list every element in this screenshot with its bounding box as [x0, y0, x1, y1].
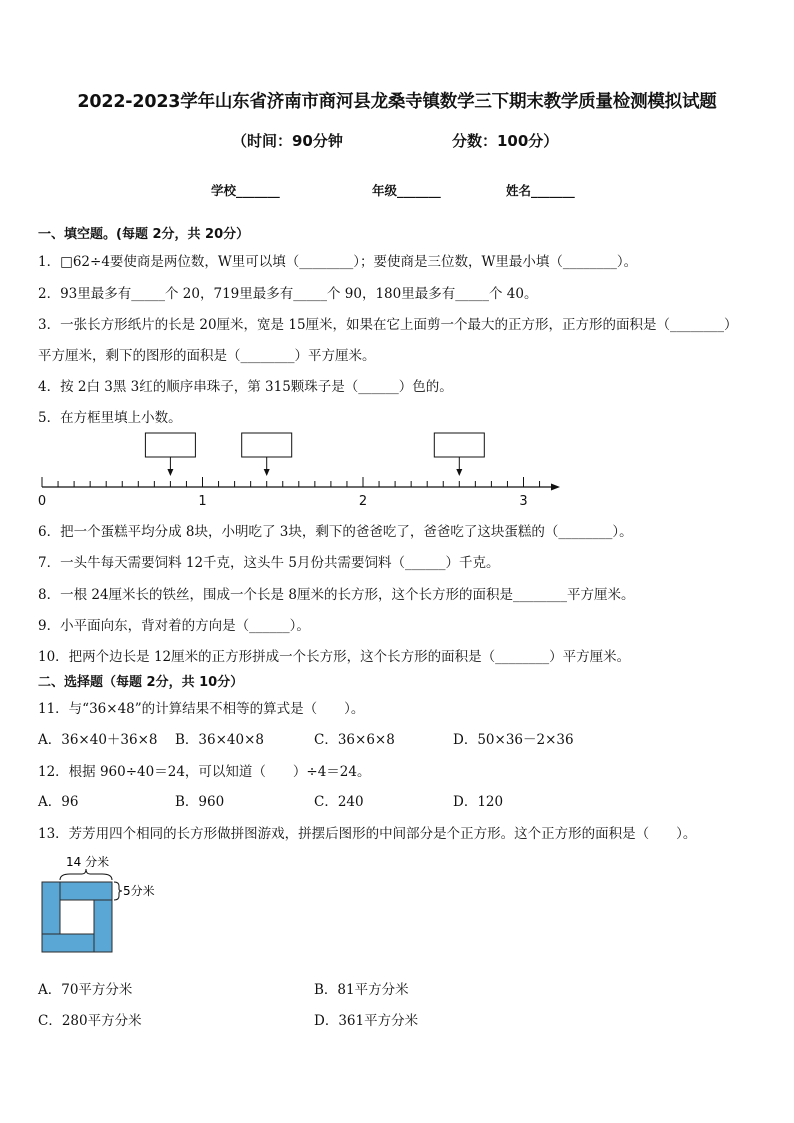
question-12: 12．根据 960÷40＝24，可以知道（ ）÷4＝24。	[38, 764, 371, 780]
tick-label: 2	[358, 494, 368, 509]
q11-option-b: B．36×40×8	[175, 732, 264, 748]
exam-score: 分数：100分）	[452, 132, 559, 150]
q13-option-c: C．280平方分米	[38, 1013, 142, 1029]
question-10: 10．把两个边长是 12厘米的正方形拼成一个长方形，这个长方形的面积是（________）平方厘米。	[38, 649, 631, 665]
puzzle-rectangles	[42, 882, 112, 952]
question-3-line-1: 3．一张长方形纸片的长是 20厘米，宽是 15厘米，如果在它上面剪一个最大的正方形，正方形的面积是（________）	[38, 317, 738, 333]
tick-label: 0	[37, 494, 47, 509]
section-2-heading: 二、选择题（每题 2分，共 10分）	[38, 675, 244, 690]
question-1: 1．□62÷4要使商是两位数，W里可以填（________）；要使商是三位数，W里最小填（________）。	[38, 254, 638, 270]
question-2: 2．93里最多有_____个 20，719里最多有_____个 90，180里最多有_____个 40。	[38, 286, 538, 302]
exam-time: （时间：90分钟	[232, 132, 343, 150]
puzzle-rect-left	[42, 882, 60, 934]
question-3-line-2: 平方厘米，剩下的图形的面积是（________）平方厘米。	[38, 348, 376, 364]
length-label: 14 分米	[66, 855, 110, 869]
q11-option-a: A．36×40＋36×8	[38, 732, 158, 748]
puzzle-rect-right	[94, 900, 112, 952]
question-11: 11．与“36×48”的计算结果不相等的算式是（ ）。	[38, 701, 365, 717]
question-8: 8．一根 24厘米长的铁丝，围成一个长是 8厘米的长方形，这个长方形的面积是________平方厘米。	[38, 587, 635, 603]
puzzle-center-square	[60, 900, 94, 934]
question-9: 9．小平面向东，背对着的方向是（______）。	[38, 618, 310, 634]
pointer-arrow-1	[167, 469, 173, 476]
page-title: 2022-2023学年山东省济南市商河县龙桑寺镇数学三下期末教学质量检测模拟试题	[77, 92, 717, 112]
question-13: 13．芳芳用四个相同的长方形做拼图游戏，拼摆后图形的中间部分是个正方形。这个正方形的面积是（ ）。	[38, 826, 697, 842]
rectangle-puzzle-figure	[30, 852, 180, 962]
q13-option-d: D．361平方分米	[314, 1013, 419, 1029]
width-label: 5分米	[123, 884, 155, 898]
question-4: 4．按 2白 3黑 3红的顺序串珠子，第 315颗珠子是（______）色的。	[38, 379, 453, 395]
tick-label: 1	[198, 494, 207, 509]
q12-option-a: A．96	[38, 794, 79, 810]
pointer-arrow-3	[456, 469, 462, 476]
number-line-arrow	[551, 484, 560, 491]
number-line-figure	[0, 425, 794, 515]
q13-option-a: A．70平方分米	[38, 982, 133, 998]
grade-field: 年级_______	[372, 183, 441, 198]
answer-box-2	[242, 433, 292, 457]
q13-option-b: B．81平方分米	[314, 982, 409, 998]
q12-option-d: D．120	[453, 794, 504, 810]
answer-box-1	[145, 433, 195, 457]
answer-box-3	[434, 433, 484, 457]
q12-option-b: B．960	[175, 794, 225, 810]
q11-option-d: D．50×36－2×36	[453, 732, 574, 748]
pointer-arrow-2	[264, 469, 270, 476]
section-1-heading: 一、填空题。(每题 2分，共 20分）	[38, 227, 250, 242]
school-field: 学校_______	[211, 183, 280, 198]
question-7: 7．一头牛每天需要饲料 12千克，这头牛 5月份共需要饲料（______）千克。	[38, 555, 500, 571]
width-brace	[114, 882, 122, 900]
tick-label: 3	[519, 494, 528, 509]
name-field: 姓名_______	[506, 183, 575, 198]
question-6: 6．把一个蛋糕平均分成 8块，小明吃了 3块，剩下的爸爸吃了，爸爸吃了这块蛋糕的（________）。	[38, 524, 633, 540]
length-brace	[60, 869, 112, 880]
q12-option-c: C．240	[314, 794, 364, 810]
puzzle-rect-top	[60, 882, 112, 900]
question-5: 5．在方框里填上小数。	[38, 410, 182, 426]
q11-option-c: C．36×6×8	[314, 732, 395, 748]
puzzle-rect-bottom	[42, 934, 94, 952]
